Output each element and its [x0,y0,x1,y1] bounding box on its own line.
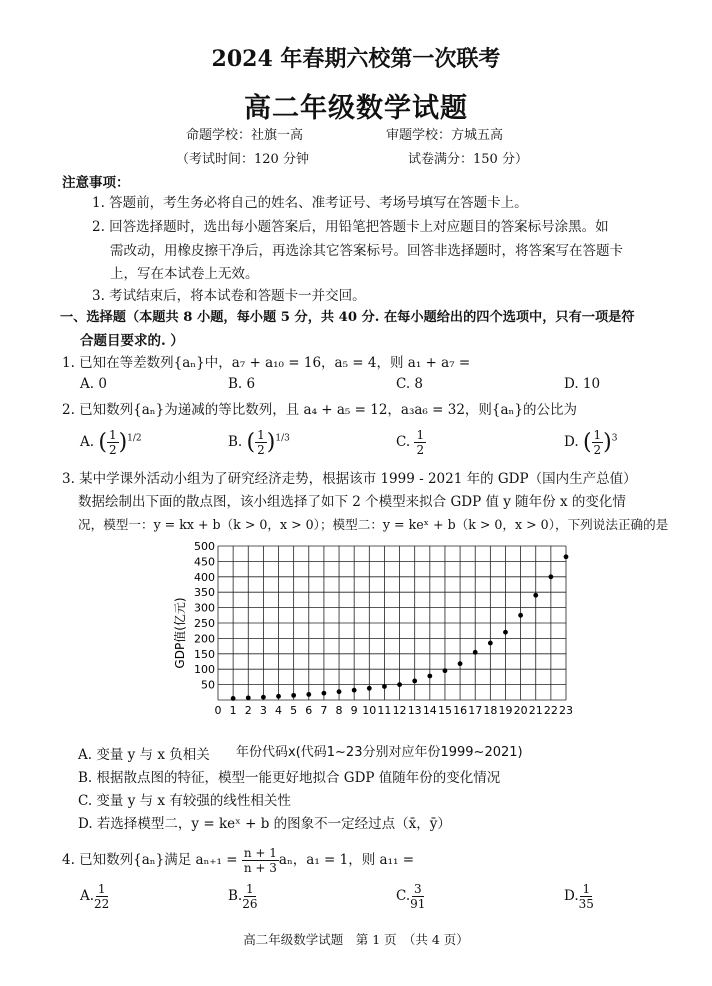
q2-option-b: B. ( $\frac{1}{2}$ )$^{1/3}$ [228,428,290,457]
frac-den: n + 3 [243,861,277,875]
exponent: 3 [611,433,618,444]
q3-option-a: A. 变量 y 与 x 负相关 [78,747,210,763]
y-tick-label: 100 [194,663,215,677]
y-tick-labels [194,540,215,692]
q1-option-b: B. 6 [228,376,256,392]
x-tick-label: 0 [214,704,222,717]
q4-stem [62,846,414,875]
data-point [367,686,372,691]
q2-option-d: D. ( $\frac{1}{2}$ )$^3$ [564,428,618,457]
frac-num: n + 1 [243,846,277,860]
frac-den: 2 [108,443,117,457]
q3-stem-line: 况，模型一：y = kx + b（k > 0，x > 0）；模型二：y = keˣ + b（k > 0，x > 0），下列说法正确的是 [78,517,669,532]
x-tick-label: 13 [407,704,422,717]
frac-den: 91 [410,897,426,911]
data-point [352,688,357,693]
data-point [306,692,311,697]
x-tick-label: 7 [320,704,328,717]
data-point [261,695,266,700]
x-axis-label: 年份代码x(代码1~23分别对应年份1999~2021) [236,745,523,760]
data-point [337,689,342,694]
q1-option-d: D. 10 [564,376,601,392]
data-point [518,613,523,618]
exponent: 1/3 [275,433,290,444]
x-tick-label: 1 [229,704,237,717]
x-tick-label: 12 [392,704,407,717]
y-tick-label: 200 [194,632,215,646]
x-tick-label: 21 [528,704,543,717]
gdp-scatter-chart [170,538,580,738]
y-tick-label: 450 [194,555,215,569]
data-point [458,661,463,666]
x-tick-label: 6 [305,704,313,717]
option-label: B. [228,434,243,450]
q4-stem-tail: aₙ，a₁ = 1，则 a₁₁ = [278,852,415,868]
note-line: 上，写在本试卷上无效。 [110,266,259,282]
data-point [564,554,569,559]
note-line: 1. 答题前，考生务必将自己的姓名、准考证号、考场号填写在答题卡上。 [92,195,528,211]
frac-num: 1 [246,882,254,896]
x-tick-label: 23 [559,704,573,717]
x-tick-label: 9 [350,704,358,717]
x-tick-label: 16 [453,704,468,717]
x-tick-label: 2 [244,704,252,717]
data-point [473,650,478,655]
y-tick-label: 150 [194,647,215,661]
frac-num: 3 [413,882,422,896]
note-line: 需改动，用橡皮擦干净后，再选涂其它答案标号。回答非选择题时，将答案写在答题卡 [110,243,623,259]
data-point [443,668,448,673]
x-tick-label: 8 [335,704,343,717]
x-tick-label: 22 [543,704,558,717]
y-tick-label: 400 [194,570,215,584]
q2-option-a: A. ( $\frac{1}{2}$ )$^{1/2}$ [80,428,142,457]
y-axis-label: GDP值(亿元) [173,597,187,669]
frac-den: 2 [257,443,265,457]
full-score: 试卷满分：150 分） [408,152,528,167]
q4-stem-head: 4. 已知数列{aₙ}满足 aₙ₊₁ = [62,852,242,868]
q3-option-b: B. 根据散点图的特征，模型一能更好地拟合 GDP 值随年份的变化情况 [78,770,501,786]
frac-num: 1 [108,428,117,442]
data-point [231,696,236,701]
q2-option-c [396,428,426,457]
q3-option-d: D. 若选择模型二，y = keˣ + b 的图象不一定经过点（x̄，ȳ） [78,816,451,832]
frac-den: 22 [94,897,110,911]
data-point [382,684,387,689]
frac-den: 35 [578,897,594,911]
y-tick-label: 50 [201,678,215,692]
note-line: 2. 回答选择题时，选出每小题答案后，用铅笔把答题卡上对应题目的答案标号涂黑。如 [92,219,609,235]
q1-option-c: C. 8 [396,376,424,392]
data-point [291,693,296,698]
q1-stem: 1. 已知在等差数列{aₙ}中，a₇ + a₁₀ = 16，a₅ = 4，则 a₁ + a₇ = [62,355,471,371]
exam-time: （考试时间：120 分钟 [176,152,309,167]
section-heading-cont: 合题目要求的. ） [80,333,184,349]
section-heading: 一、选择题（本题共 8 小题，每小题 5 分，共 40 分. 在每小题给出的四个选项中，只有一项是符 [60,310,635,325]
frac-num: 1 [97,882,106,896]
data-point [412,679,417,684]
frac-den: 26 [242,897,258,911]
option-label: C. [396,888,411,904]
q4-option-d [564,882,594,911]
frac-num: 1 [593,428,602,442]
option-label: D. [564,434,579,450]
data-point [503,630,508,635]
x-tick-label: 3 [259,704,267,717]
frac-den: 2 [416,443,425,457]
frac-num: 1 [582,882,591,896]
q3-stem-line: 3. 某中学课外活动小组为了研究经济走势，根据该市 1999 - 2021 年的 GDP（国内生产总值） [62,471,637,487]
data-point [427,674,432,679]
option-label: A. [80,888,95,904]
x-tick-label: 11 [377,704,392,717]
frac-den: 2 [593,443,602,457]
data-point [397,682,402,687]
y-tick-label: 350 [194,586,215,600]
data-point [488,641,493,646]
data-point [246,695,251,700]
x-tick-label: 19 [498,704,513,717]
y-tick-label: 500 [194,540,215,553]
notes-heading: 注意事项： [62,175,130,191]
x-tick-label: 15 [437,704,452,717]
x-tick-label: 20 [513,704,528,717]
option-label: B. [228,888,243,904]
data-point [276,694,281,699]
x-tick-label: 10 [362,704,377,717]
option-label: C. [396,434,411,450]
page-footer: 高二年级数学试题 第 1 页 （共 4 页） [243,932,469,947]
frac-num: 1 [416,428,425,442]
x-tick-label: 18 [483,704,498,717]
exam-title: 2024 年春期六校第一次联考 [211,46,501,72]
q2-stem: 2. 已知数列{aₙ}为递减的等比数列，且 a₄ + a₅ = 12，a₃a₆ = 32，则{aₙ}的公比为 [62,402,577,418]
frac-num: 1 [257,428,265,442]
y-tick-label: 300 [194,601,215,615]
data-point [533,593,538,598]
setter-school: 命题学校：社旗一高 [186,128,304,143]
chart-grid [218,546,566,700]
subject-title: 高二年级数学试题 [244,93,468,124]
q1-option-a: A. 0 [80,376,107,392]
exponent: 1/2 [127,433,142,444]
y-tick-label: 250 [194,617,215,630]
q4-option-b [228,882,258,911]
option-label: A. [80,434,95,450]
data-point [548,574,553,579]
x-tick-label: 14 [422,704,437,717]
note-line: 3. 考试结束后，将本试卷和答题卡一并交回。 [92,288,366,304]
x-tick-label: 5 [290,704,298,717]
q3-option-c: C. 变量 y 与 x 有较强的线性相关性 [78,793,291,809]
q3-stem-line: 数据绘制出下面的散点图，该小组选择了如下 2 个模型来拟合 GDP 值 y 随年份 x 的变化情 [78,494,626,510]
data-point [322,691,327,696]
q4-option-a [80,882,109,911]
x-tick-label: 17 [468,704,483,717]
q4-option-c [396,882,425,911]
reviewer-school: 审题学校：方城五高 [386,128,504,143]
x-tick-labels [215,704,574,717]
x-tick-label: 4 [275,704,283,717]
option-label: D. [564,888,579,904]
